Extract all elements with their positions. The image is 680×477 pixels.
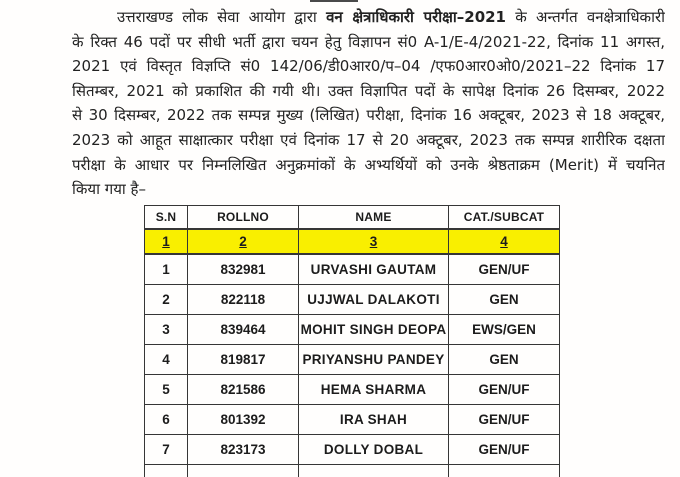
notice-text: के रिक्त 46 पदों पर सीधी भर्ती द्वारा चयन हेतु विज्ञापन सं0 A-1/E-4/2021-22, दिनांक 11 अगस्त,	[72, 33, 665, 51]
intro-paragraph-line	[72, 30, 665, 55]
intro-paragraph-line	[72, 103, 665, 128]
table-row	[145, 405, 560, 435]
notice-text: उत्तराखण्ड लोक सेवा आयोग द्वारा	[117, 8, 326, 26]
table-row	[145, 315, 560, 345]
table-cell-rollno: 823173	[188, 435, 299, 465]
table-body	[145, 254, 560, 477]
table-cell-sn: 3	[145, 315, 188, 345]
table-cell-category: GEN/UF	[449, 254, 560, 285]
table-cell-rollno: 832981	[188, 254, 299, 285]
table-header-cell: NAME	[299, 206, 449, 230]
exam-title-bold-text: वन क्षेत्राधिकारी परीक्षा–2021	[326, 8, 506, 26]
notice-text: किया गया है–	[72, 180, 146, 198]
table-cell-sn: 6	[145, 405, 188, 435]
table-cell-name: PRIYANSHU PANDEY	[299, 345, 449, 375]
table-row	[145, 285, 560, 315]
table-cell-rollno: 819817	[188, 345, 299, 375]
table-header-cell: ROLLNO	[188, 206, 299, 230]
table-header-cell: CAT./SUBCAT	[449, 206, 560, 230]
table-cell-category: GEN	[449, 345, 560, 375]
table-header-row	[145, 206, 560, 230]
table-cell-rollno: 821586	[188, 375, 299, 405]
intro-paragraph-line	[72, 128, 665, 153]
table-row	[145, 375, 560, 405]
table-cell-name: HEMA SHARMA	[299, 375, 449, 405]
intro-paragraph-line	[72, 153, 665, 178]
column-number-row	[145, 229, 560, 254]
intro-paragraph-line	[72, 177, 665, 202]
notice-text: के अन्तर्गत वनक्षेत्राधिकारी	[506, 8, 665, 26]
notice-text: 2021 एवं विस्तृत विज्ञप्ति सं0 142/06/डी0आर0/प–04 /एफ0आर0ओ0/2021–22 दिनांक 17	[72, 57, 665, 75]
table-cell-name: UJJWAL DALAKOTI	[299, 285, 449, 315]
table-cell-name: MOHIT SINGH DEOPA	[299, 315, 449, 345]
table-cell-rollno: 839464	[188, 315, 299, 345]
table-cell-name: URVASHI GAUTAM	[299, 254, 449, 285]
table-cell-category: GEN/UF	[449, 375, 560, 405]
notice-text: परीक्षा के आधार पर निम्नलिखित अनुक्रमांकों के अभ्यर्थियों को उनके श्रेष्ठताक्रम (Merit) में चयनित	[72, 156, 665, 174]
table-cell-category: GEN	[449, 285, 560, 315]
table-cell-sn: 5	[145, 375, 188, 405]
intro-paragraph-line	[72, 79, 665, 104]
partial-clipped-cell	[145, 465, 188, 477]
table-cell-sn: 4	[145, 345, 188, 375]
column-number-cell: 4	[449, 229, 560, 254]
cutoff-heading-underline-fragment	[310, 0, 358, 2]
column-number-cell: 2	[188, 229, 299, 254]
table-cell-category: GEN/UF	[449, 435, 560, 465]
merit-list-table	[144, 205, 560, 477]
notice-text: 2023 को आहूत साक्षात्कार परीक्षा एवं दिनांक 17 से 20 अक्टूबर, 2023 तक सम्पन्न शारीरिक दक्षता	[72, 131, 665, 149]
table-header-cell: S.N	[145, 206, 188, 230]
table-cell-rollno: 822118	[188, 285, 299, 315]
partial-clipped-cell	[299, 465, 449, 477]
partial-clipped-row	[145, 465, 560, 477]
table-row	[145, 345, 560, 375]
table-row	[145, 254, 560, 285]
partial-clipped-cell	[449, 465, 560, 477]
column-number-cell: 1	[145, 229, 188, 254]
intro-paragraph-line	[72, 54, 665, 79]
intro-paragraph	[72, 5, 665, 202]
table-row	[145, 435, 560, 465]
column-number-cell: 3	[299, 229, 449, 254]
table-cell-category: EWS/GEN	[449, 315, 560, 345]
partial-clipped-cell	[188, 465, 299, 477]
table-cell-name: IRA SHAH	[299, 405, 449, 435]
table-cell-category: GEN/UF	[449, 405, 560, 435]
table-cell-name: DOLLY DOBAL	[299, 435, 449, 465]
table-cell-sn: 1	[145, 254, 188, 285]
table-cell-rollno: 801392	[188, 405, 299, 435]
notice-text: सितम्बर, 2021 को प्रकाशित की गयी थी। उक्त विज्ञापित पदों के सापेक्ष दिनांक 26 दिसम्बर, 2022	[72, 82, 665, 100]
table-cell-sn: 2	[145, 285, 188, 315]
table-cell-sn: 7	[145, 435, 188, 465]
intro-paragraph-line	[72, 5, 665, 30]
notice-text: से 30 दिसम्बर, 2022 तक सम्पन्न मुख्य (लिखित) परीक्षा, दिनांक 16 अक्टूबर, 2023 से 18 अक्टूबर,	[72, 106, 665, 124]
